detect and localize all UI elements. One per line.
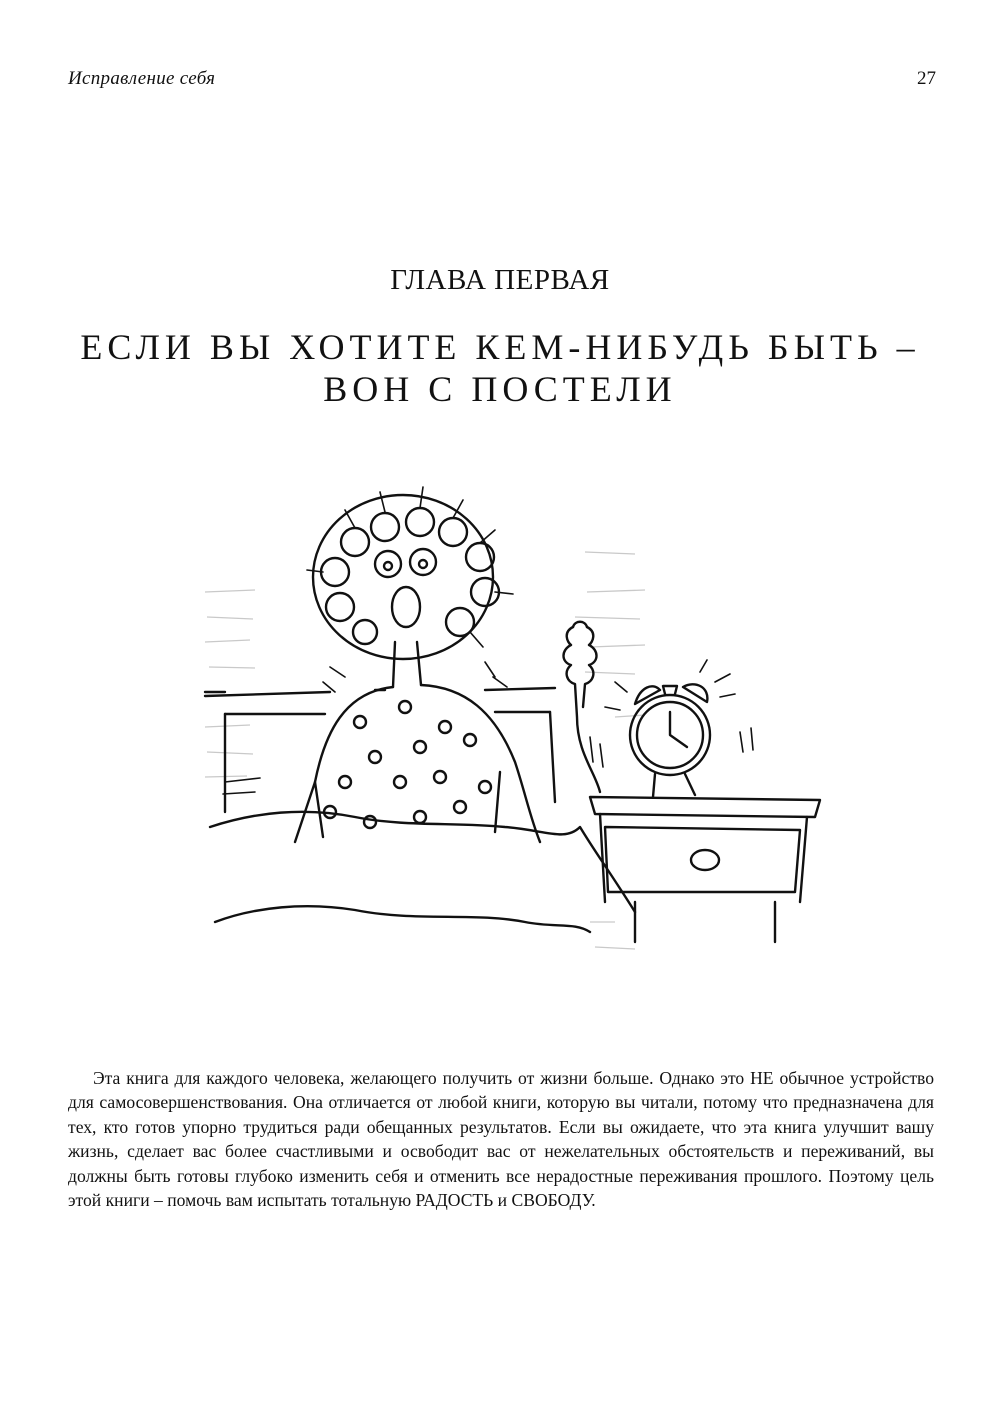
chapter-title-line-2: ВОН С ПОСТЕЛИ	[323, 369, 677, 409]
headboard	[205, 688, 555, 812]
drawer-knob	[691, 850, 719, 870]
body-paragraph: Эта книга для каждого человека, желающего получить от жизни больше. Однако это НЕ обычное устройство для самосовершенствования. Она отличается от любой книги, которую вы читали, потому что предназначена для тех, кто готов упорно трудиться ради обещанных результатов. Если вы ожидаете, что эта книга улучшит вашу жизнь, сделает вас более счастливыми и освободит вас от нежелательных обстоятельств и переживаний, вы должны быть готовы глубоко изменить себя и отменить все нерадостные переживания прошлого. Поэтому цель этой книги – помочь вам испытать тотальную РАДОСТЬ и СВОБОДУ.	[68, 1068, 934, 1211]
chapter-title	[60, 326, 940, 410]
chapter-illustration	[195, 482, 825, 992]
alarm-clock-icon	[590, 660, 753, 797]
nightstand-drawer	[605, 827, 800, 892]
nightstand	[590, 797, 820, 942]
woman	[223, 642, 540, 842]
chapter-title-line-1: ЕСЛИ ВЫ ХОТИТЕ КЕМ-НИБУДЬ БЫТЬ –	[80, 327, 920, 367]
blanket	[210, 812, 635, 932]
chapter-label: ГЛАВА ПЕРВАЯ	[390, 264, 610, 296]
woman-head	[307, 487, 513, 659]
running-title: Исправление себя	[68, 68, 216, 89]
nightgown-pattern	[324, 701, 491, 828]
page-number: 27	[917, 68, 936, 89]
